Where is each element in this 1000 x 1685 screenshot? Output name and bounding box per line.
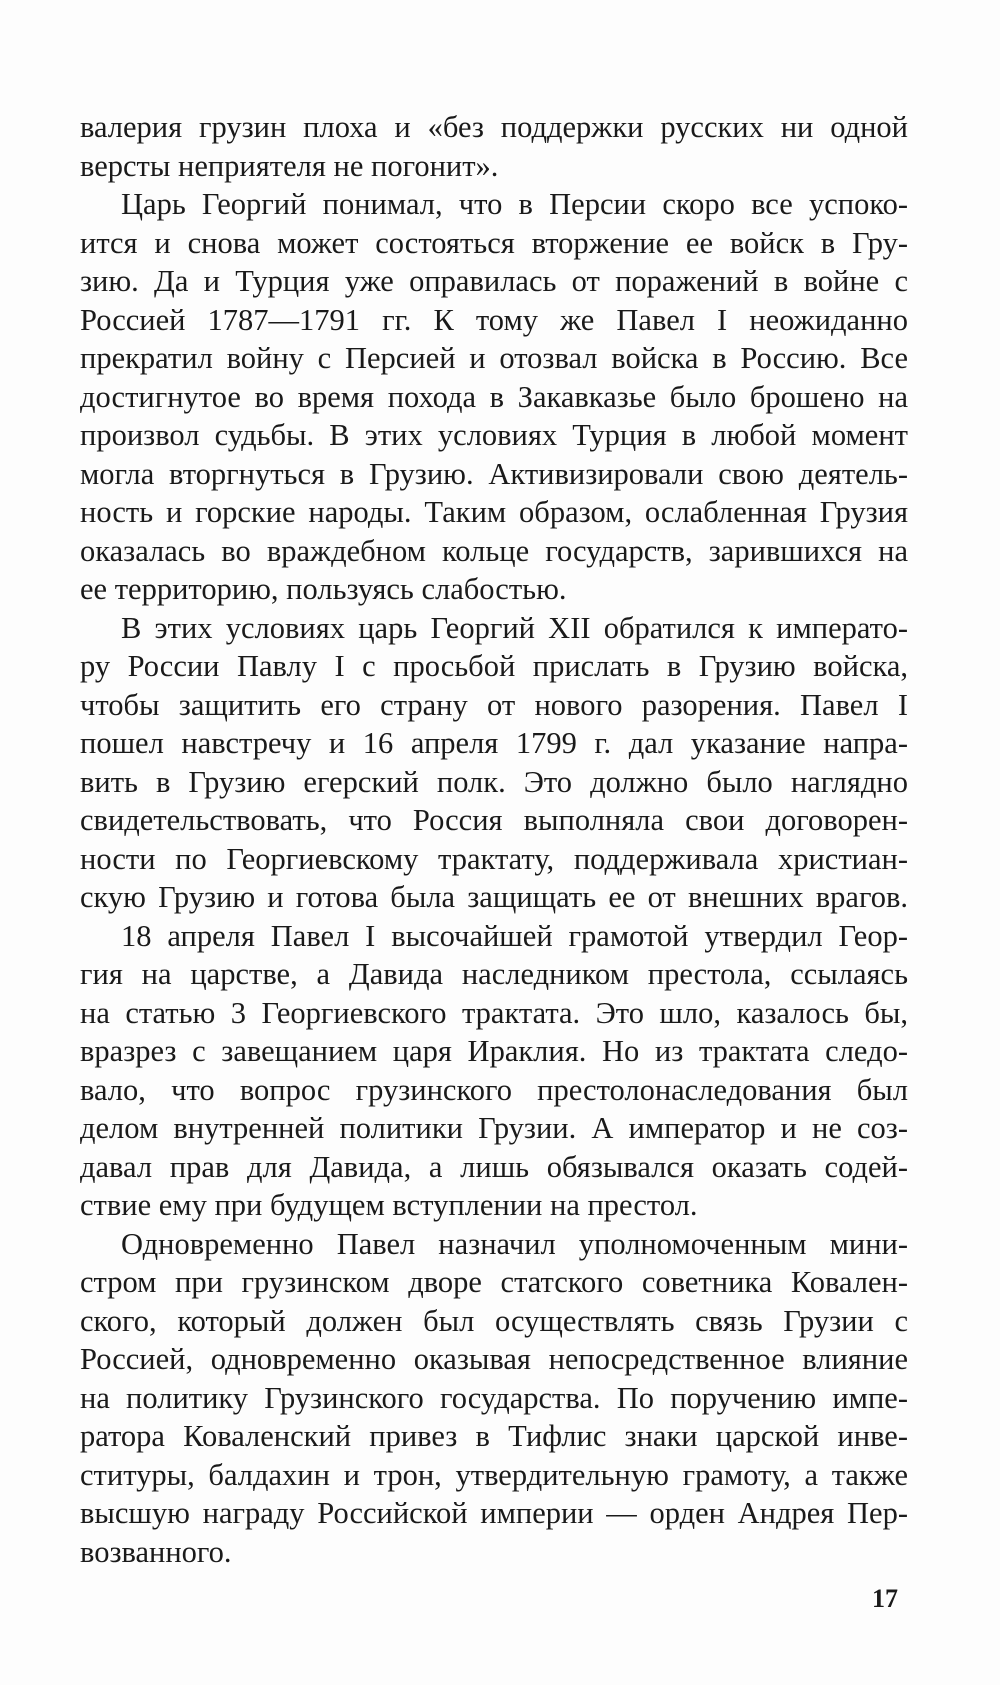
text-line: оказалась во враждебном кольце государств, зарившихся на [80,533,908,568]
text-line: В этих условиях царь Георгий XII обратился к императо- [121,610,908,645]
text-line: ру России Павлу I с просьбой прислать в Грузию войска, [80,649,908,683]
text-line: валерия грузин плоха и «без поддержки русских ни одной [80,110,908,144]
text-line: вало, что вопрос грузинского престолонаследования был [80,1072,908,1107]
text-line: ность и горские народы. Таким образом, ослабленная Грузия [80,495,908,529]
text-line: Россией, одновременно оказывая непосредственное влияние [80,1342,908,1376]
text-line: зию. Да и Турция уже оправилась от поражений в войне с [80,264,908,298]
text-line: ского, который должен был осуществлять связь Грузии с [80,1303,908,1338]
text-line: высшую награду Российской империи — орден Андрея Пер- [80,1496,908,1530]
body-text [80,108,908,1571]
text-line: версты неприятеля не погонит». [80,148,499,183]
text-line: 18 апреля Павел I высочайшей грамотой утвердил Геор- [121,918,908,953]
text-line: ратора Коваленский привез в Тифлис знаки царской инве- [80,1419,908,1453]
text-line: ности по Георгиевскому трактату, поддерживала христиан- [80,841,908,876]
text-line: гия на царстве, а Давида наследником престола, ссылаясь [80,957,908,991]
paragraph [80,185,908,609]
text-line: пошел навстречу и 16 апреля 1799 г. дал указание напра- [80,726,908,760]
text-line: произвол судьбы. В этих условиях Турция в любой момент [80,418,908,452]
text-line: Царь Георгий понимал, что в Персии скоро все успоко- [121,187,908,221]
text-line: на статью 3 Георгиевского трактата. Это шло, казалось бы, [80,995,908,1030]
paragraph [80,1225,908,1572]
text-line: на политику Грузинского государства. По поручению импе- [80,1380,908,1415]
paragraph-continuation [80,108,908,185]
text-line: ится и снова может состояться вторжение ее войск в Гру- [80,225,908,260]
page-number: 17 [872,1584,898,1613]
text-line: стром при грузинском дворе статского советника Ковален- [80,1265,908,1299]
text-line: Одновременно Павел назначил уполномоченным мини- [121,1226,908,1261]
text-line: делом внутренней политики Грузии. А император и не соз- [80,1111,908,1145]
text-line: ствие ему при будущем вступлении на престол. [80,1188,698,1222]
paragraph [80,609,908,917]
text-line: вразрез с завещанием царя Ираклия. Но из трактата следо- [80,1034,908,1068]
text-line: чтобы защитить его страну от нового разорения. Павел I [80,687,908,722]
text-line: могла вторгнуться в Грузию. Активизировали свою деятель- [80,456,908,491]
text-line: давал прав для Давида, а лишь обязывался оказать содей- [80,1149,908,1184]
text-line: прекратил войну с Персией и отозвал войска в Россию. Все [80,341,908,375]
paragraph [80,917,908,1225]
text-line: вить в Грузию егерский полк. Это должно было наглядно [80,764,908,799]
text-line: возванного. [80,1534,232,1569]
text-line: Россией 1787—1791 гг. К тому же Павел I неожиданно [80,302,908,337]
text-line: скую Грузию и готова была защищать ее от внешних врагов. [80,880,908,914]
text-line: ее территорию, пользуясь слабостью. [80,572,567,606]
text-line: достигнутое во время похода в Закавказье было брошено на [80,379,908,414]
text-line: свидетельствовать, что Россия выполняла свои договорен- [80,803,908,837]
text-line: ституры, балдахин и трон, утвердительную грамоту, а также [80,1457,908,1492]
